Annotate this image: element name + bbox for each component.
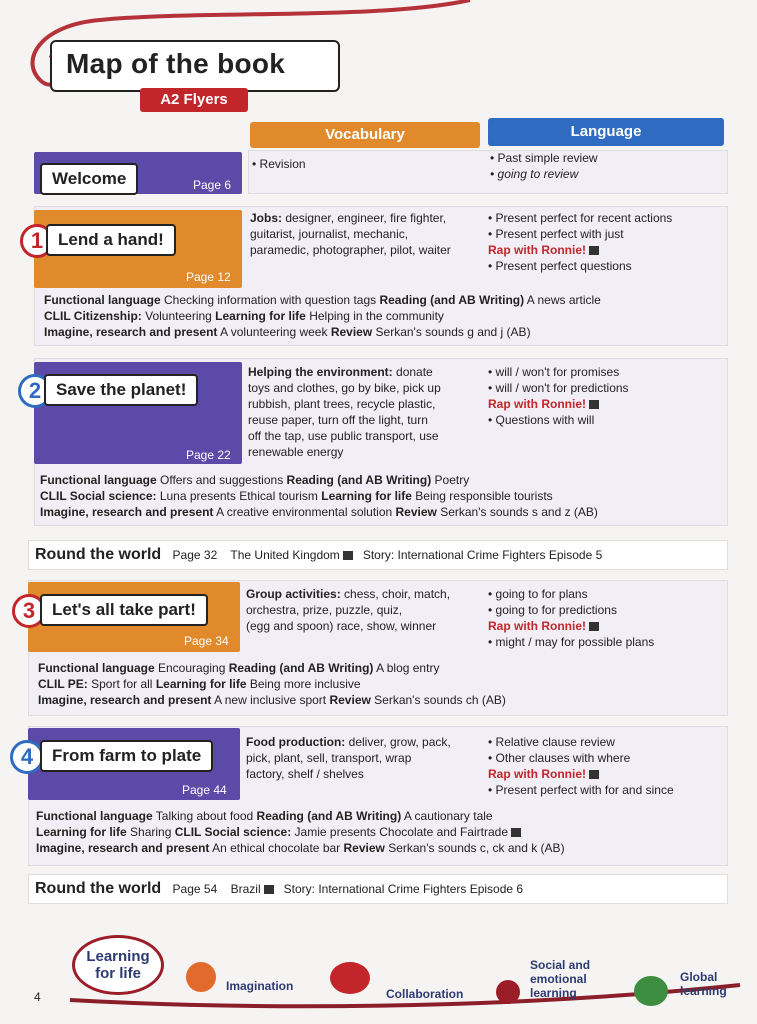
unit4-page: Page 44 <box>182 783 227 797</box>
video-icon <box>589 622 599 631</box>
round-the-world-2: Round the world Page 54 Brazil Story: International Crime Fighters Episode 6 <box>28 874 728 904</box>
welcome-panel <box>248 150 728 194</box>
welcome-language: • Past simple review • going to review <box>490 151 598 181</box>
globe-icon <box>634 976 668 1006</box>
unit1-functional: Functional language Checking information with question tags Reading (and AB Writing) A news article CLIL Citizenship: Volunteering Learning for life Helping in the community Imagine, research and present A volunteering week Review Serkan's sounds g and j (AB) <box>44 293 601 339</box>
unit3-vocab: Group activities: chess, choir, match, orchestra, prize, puzzle, quiz, (egg and spoon) race, show, winner <box>246 587 451 633</box>
page-title: Map of the book <box>50 40 340 92</box>
unit2-functional: Functional language Offers and suggestions Reading (and AB Writing) Poetry CLIL Social science: Luna presents Ethical tourism Learning for life Being responsible tourists Imagine, research and present A creative environmental solution Review Serkan's sounds s and z (AB) <box>40 473 598 519</box>
unit4-number: 4 <box>10 740 44 774</box>
unit1-number: 1 <box>20 224 54 258</box>
unit2-title: Save the planet! <box>44 374 198 406</box>
welcome-vocab: • Revision <box>252 157 306 171</box>
collaboration-icon <box>330 962 370 994</box>
unit2-language: • will / won't for promises • will / won't for predictions Rap with Ronnie! • Questions with will <box>488 365 629 427</box>
video-icon <box>589 770 599 779</box>
unit3-title: Let's all take part! <box>40 594 208 626</box>
language-heading: Language <box>488 118 724 146</box>
video-icon <box>589 400 599 409</box>
unit3-page: Page 34 <box>184 634 229 648</box>
page-number: 4 <box>34 990 41 1004</box>
video-icon <box>511 828 521 837</box>
heart-icon <box>496 980 520 1004</box>
unit4-vocab: Food production: deliver, grow, pack, pick, plant, sell, transport, wrap factory, shelf / shelves <box>246 735 451 781</box>
unit1-vocab: Jobs: designer, engineer, fire fighter, guitarist, journalist, mechanic, paramedic, photographer, pilot, waiter <box>250 211 451 257</box>
unit2-page: Page 22 <box>186 448 231 462</box>
footer-social-emotional: Social and emotional learning <box>530 958 591 1000</box>
round-the-world-1: Round the world Page 32 The United Kingdom Story: International Crime Fighters Episode 5 <box>28 540 728 570</box>
unit2-vocab: Helping the environment: donate toys and clothes, go by bike, pick up rubbish, plant trees, recycle plastic, reuse paper, turn off the light, turn off the tap, use public transport, use renewable energy <box>248 365 441 459</box>
unit4-language: • Relative clause review • Other clauses with where Rap with Ronnie! • Present perfect with for and since <box>488 735 674 797</box>
unit3-number: 3 <box>12 594 46 628</box>
level-badge: A2 Flyers <box>140 88 248 112</box>
footer-imagination: Imagination <box>226 979 294 993</box>
unit3-language: • going to for plans • going to for predictions Rap with Ronnie! • might / may for possible plans <box>488 587 655 649</box>
unit1-language: • Present perfect for recent actions • Present perfect with just Rap with Ronnie! • Present perfect questions <box>488 211 673 273</box>
footer-collaboration: Collaboration <box>386 987 464 1001</box>
imagination-icon <box>186 962 216 992</box>
unit3-functional: Functional language Encouraging Reading (and AB Writing) A blog entry CLIL PE: Sport for all Learning for life Being more inclusive Imagine, research and present A new inclusive sport Review Serkan's sounds ch (AB) <box>38 661 506 707</box>
welcome-page: Page 6 <box>193 178 232 192</box>
unit4-title: From farm to plate <box>40 740 213 772</box>
unit4-functional: Functional language Talking about food Reading (and AB Writing) A cautionary tale Learning for life Sharing CLIL Social science: Jamie presents Chocolate and Fairtrade Imagine, research and present An ethical chocolate bar Review Serkan's sounds c, ck and k (AB) <box>36 809 565 855</box>
unit1-page: Page 12 <box>186 270 231 284</box>
vocabulary-heading: Vocabulary <box>250 122 480 148</box>
unit2-number: 2 <box>18 374 52 408</box>
footer-global-learning: Global learning <box>680 970 727 998</box>
video-icon <box>264 885 274 894</box>
unit1-title: Lend a hand! <box>46 224 176 256</box>
welcome-title: Welcome <box>40 163 138 195</box>
video-icon <box>589 246 599 255</box>
learning-for-life-logo: Learning for life <box>72 935 164 995</box>
video-icon <box>343 551 353 560</box>
